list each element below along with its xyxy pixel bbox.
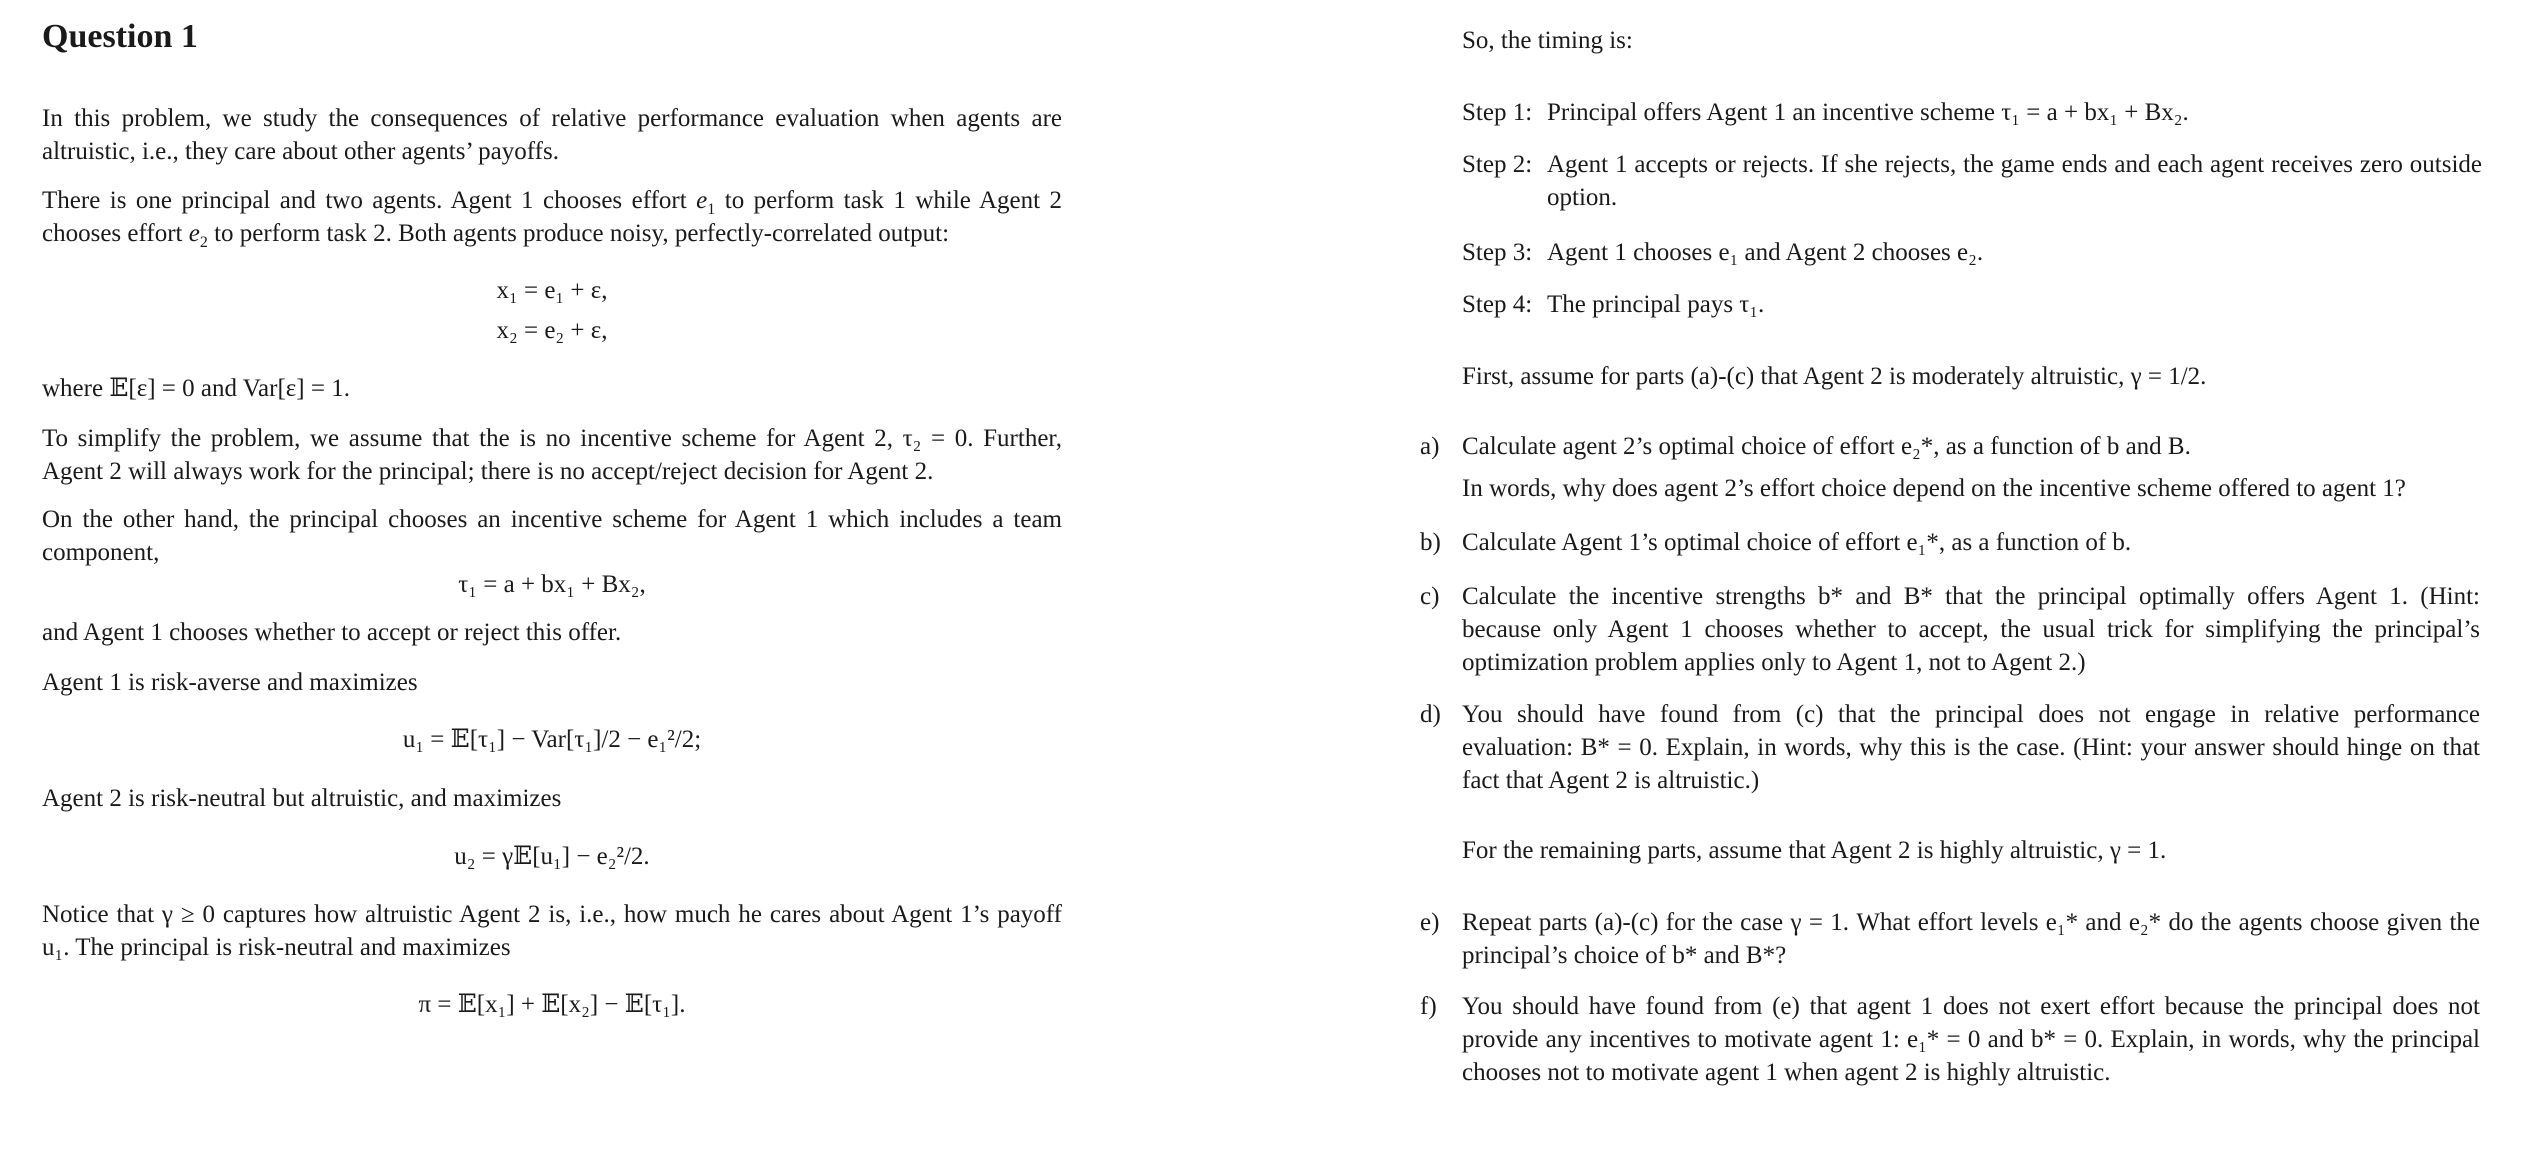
equation-x1: x₁ = e₁ + ε, <box>496 277 608 304</box>
step-label: Step 1: <box>1462 99 1533 126</box>
setup-paragraph: There is one principal and two agents. Agent 1 chooses effort $e_1$ to perform task 1 while Agent 2 chooses effort $e_2$ to perform task 2. Both agents produce noisy, perfectly-correlated output: <box>42 187 1063 251</box>
equation-pi: π = 𝔼[x₁] + 𝔼[x₂] − 𝔼[τ₁]. <box>418 991 686 1018</box>
part-text: Calculate Agent 1’s optimal choice of effort e₁*, as a function of b. <box>1462 529 2132 556</box>
part-text: You should have found from (c) that the principal does not engage in relative performance evaluation: B* = 0. Explain, in words, why this is the case. (Hint: your answer should hinge on that fact that Agent 2 is altruistic.) <box>1462 701 2480 794</box>
notice-paragraph: Notice that γ ≥ 0 captures how altruistic Agent 2 is, i.e., how much he cares about Agent 1’s payoff u₁. The principal is risk-neutral and maximizes <box>42 901 1062 961</box>
intro-paragraph: In this problem, we study the consequences of relative performance evaluation when agents are altruistic, i.e., they care about other agents’ payoffs. <box>42 105 1062 165</box>
assume-moderate-line: First, assume for parts (a)-(c) that Agent 2 is moderately altruistic, γ = 1/2. <box>1462 363 2207 390</box>
equation-u2: u₂ = γ𝔼[u₁] − e₂²/2. <box>454 843 650 870</box>
part-label: e) <box>1420 909 1440 936</box>
part-label: b) <box>1420 529 1441 556</box>
simplify-paragraph: To simplify the problem, we assume that the is no incentive scheme for Agent 2, τ₂ = 0. Further, Agent 2 will always work for the principal; there is no accept/reject decision for Agent 2. <box>42 425 1062 485</box>
question-title: Question 1 <box>42 18 198 55</box>
risk-averse-line: Agent 1 is risk-averse and maximizes <box>42 669 418 696</box>
other-hand-paragraph: On the other hand, the principal chooses an incentive scheme for Agent 1 which includes a team component, <box>42 506 1062 566</box>
part-label: d) <box>1420 701 1441 728</box>
part-label: a) <box>1420 433 1440 460</box>
step-text: The principal pays τ₁. <box>1547 291 1765 318</box>
equation-u1: u₁ = 𝔼[τ₁] − Var[τ₁]/2 − e₁²/2; <box>402 726 702 753</box>
part-text: In words, why does agent 2’s effort choice depend on the incentive scheme offered to agent 1? <box>1462 475 2406 502</box>
part-text: Repeat parts (a)-(c) for the case γ = 1. What effort levels e₁* and e₂* do the agents choose given the principal’s choice of b* and B*? <box>1462 909 2480 969</box>
equation-x2: x₂ = e₂ + ε, <box>496 317 608 344</box>
where-line: where 𝔼[ε] = 0 and Var[ε] = 1. <box>42 375 350 402</box>
assume-high-line: For the remaining parts, assume that Agent 2 is highly altruistic, γ = 1. <box>1462 837 2167 864</box>
part-text: Calculate agent 2’s optimal choice of effort e₂*, as a function of b and B. <box>1462 433 2191 460</box>
step-label: Step 2: <box>1462 151 1533 178</box>
part-text: Calculate the incentive strengths b* and B* that the principal optimally offers Agent 1. (Hint: because only Agent 1 chooses whether to accept, the usual trick for simplifying the principal’s optimization problem applies only to Agent 1, not to Agent 2.) <box>1462 583 2480 676</box>
step-label: Step 3: <box>1462 239 1533 266</box>
step-text: Principal offers Agent 1 an incentive scheme τ₁ = a + bx₁ + Bx₂. <box>1547 99 2189 126</box>
part-label: f) <box>1420 993 1437 1020</box>
accept-line: and Agent 1 chooses whether to accept or reject this offer. <box>42 619 622 646</box>
part-label: c) <box>1420 583 1440 610</box>
step-text: Agent 1 accepts or rejects. If she rejects, the game ends and each agent receives zero outside option. <box>1547 151 2482 211</box>
equation-tau: τ₁ = a + bx₁ + Bx₂, <box>458 571 646 598</box>
step-label: Step 4: <box>1462 291 1533 318</box>
timing-line: So, the timing is: <box>1462 27 1633 54</box>
risk-neutral-line: Agent 2 is risk-neutral but altruistic, and maximizes <box>42 785 562 812</box>
step-text: Agent 1 chooses e₁ and Agent 2 chooses e₂. <box>1547 239 1984 266</box>
part-text: You should have found from (e) that agent 1 does not exert effort because the principal does not provide any incentives to motivate agent 1: e₁* = 0 and b* = 0. Explain, in words, why the principal chooses not to motivate agent 1 when agent 2 is highly altruistic. <box>1462 993 2480 1086</box>
